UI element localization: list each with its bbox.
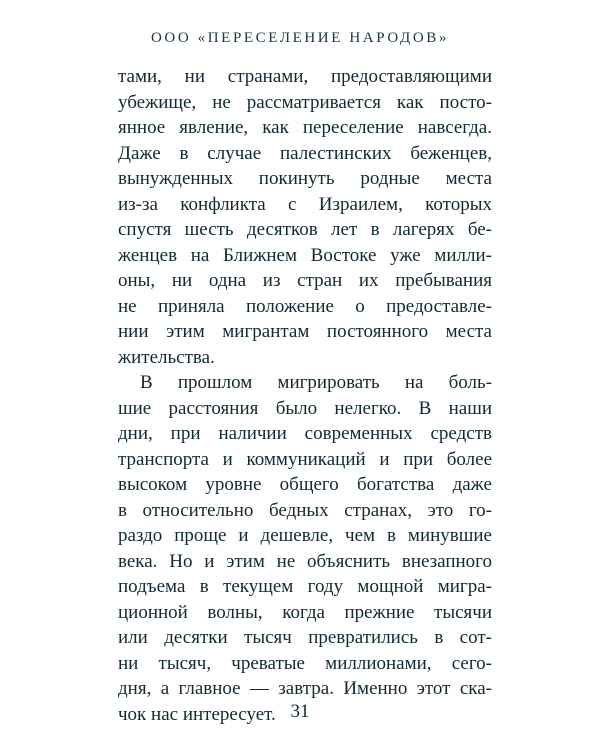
text-line: высоком уровне общего богатства даже [118,474,492,495]
paragraph-1 [118,64,492,370]
text-line: не приняла положение о предоставле- [118,295,492,317]
text-line: спустя шесть десятков лет в лагерях бе- [118,219,492,240]
body-text [118,64,492,727]
running-header: ООО «ПЕРЕСЕЛЕНИЕ НАРОДОВ» [151,30,449,46]
text-line: жительства. [118,346,215,368]
page-number: 31 [290,701,310,722]
text-line: или десятки тысяч превратились в сот- [118,627,492,648]
text-line: В прошлом мигрировать на боль- [140,372,492,393]
text-line: нии этим мигрантам постоянного места [118,321,492,342]
text-line: дня, а главное — завтра. Именно этот ска- [118,678,492,699]
text-line: женцев на Ближнем Востоке уже милли- [118,244,492,266]
text-line: ционной волны, когда прежние тысячи [118,601,492,623]
text-line: убежище, не рассматривается как посто- [118,91,492,113]
text-line: Даже в случае палестинских беженцев, [118,142,492,164]
text-line: из-за конфликта с Израилем, которых [118,193,492,215]
text-line: вынужденных покинуть родные места [118,168,492,189]
text-line: чок нас интересует. [118,703,276,725]
text-line: оны, ни одна из стран их пребывания [118,270,492,291]
text-line: дни, при наличии современных средств [118,423,492,444]
text-line: века. Но и этим не объяснить внезапного [118,550,492,572]
text-line: в относительно бедных странах, это го- [118,499,492,521]
text-line: тами, ни странами, предоставляющими [118,66,492,87]
text-line: шие расстояния было нелегко. В наши [118,397,492,419]
text-line: янное явление, как переселение навсегда. [118,117,492,138]
paragraph-2 [118,370,492,727]
text-line: раздо проще и дешевле, чем в минувшие [118,525,492,546]
text-line: ни тысяч, чреватые миллионами, сего- [118,652,492,674]
text-line: подъема в текущем году мощной мигра- [118,576,492,597]
text-line: транспорта и коммуникаций и при более [118,448,492,470]
